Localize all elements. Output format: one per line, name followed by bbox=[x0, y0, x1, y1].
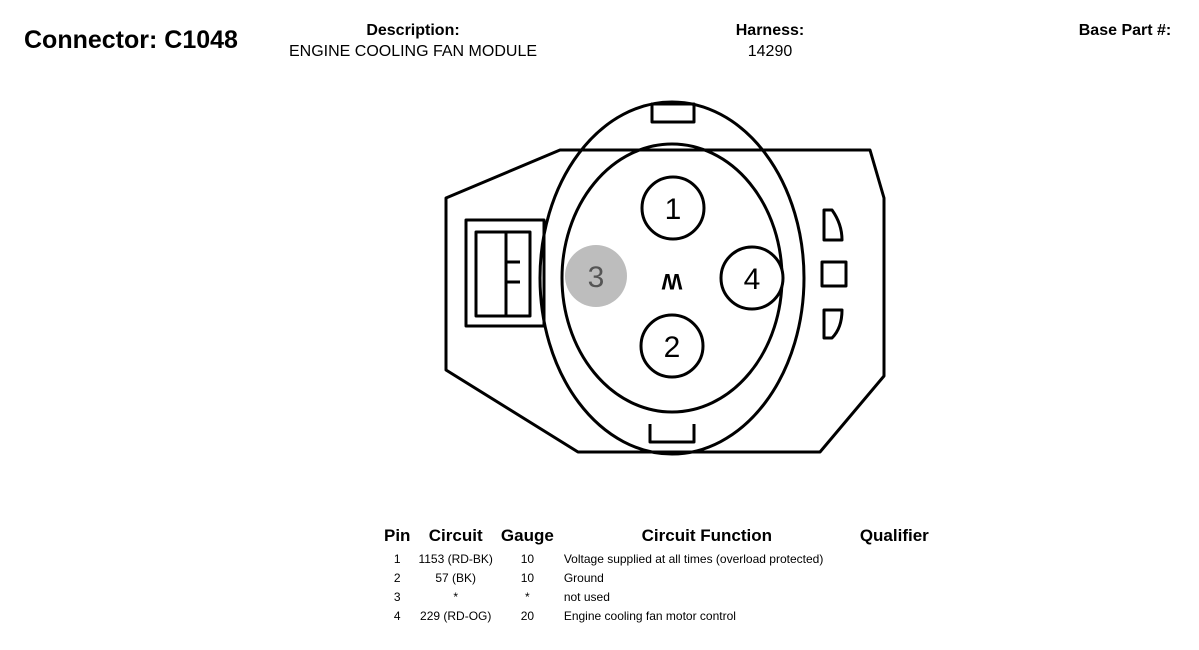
description-label: Description: bbox=[366, 22, 460, 39]
right-key-middle bbox=[822, 262, 846, 286]
cell-gauge: 10 bbox=[520, 551, 535, 566]
cell-pin: 1 bbox=[393, 551, 401, 566]
cell-function: Engine cooling fan motor control bbox=[563, 608, 736, 623]
column-header-circuit: Circuit bbox=[428, 526, 483, 545]
pin-3 bbox=[565, 245, 627, 307]
base-part-label: Base Part #: bbox=[1078, 22, 1172, 39]
cell-function: Ground bbox=[563, 570, 604, 585]
harness-label: Harness: bbox=[735, 22, 805, 39]
pin-label: 3 bbox=[587, 261, 605, 294]
pin-2 bbox=[641, 315, 703, 377]
table-row bbox=[380, 568, 933, 587]
center-mark: W bbox=[661, 269, 683, 294]
cell-circuit: 57 (BK) bbox=[435, 570, 477, 585]
table-row bbox=[380, 587, 933, 606]
right-key-bottom bbox=[824, 310, 842, 338]
top-latch bbox=[652, 104, 694, 122]
column-header-gauge: Gauge bbox=[500, 526, 554, 545]
cell-gauge: * bbox=[525, 589, 530, 604]
cell-qualifier bbox=[856, 549, 933, 568]
cell-circuit: * bbox=[453, 589, 459, 604]
pin-table bbox=[380, 526, 933, 625]
pin-4 bbox=[721, 247, 783, 309]
cell-pin: 3 bbox=[393, 589, 401, 604]
pin-1 bbox=[642, 177, 704, 239]
table-header-row bbox=[380, 526, 933, 549]
left-latch-inner bbox=[476, 232, 530, 316]
table-row bbox=[380, 549, 933, 568]
cell-circuit: 229 (RD-OG) bbox=[420, 608, 492, 623]
cell-qualifier bbox=[856, 568, 933, 587]
cell-function: not used bbox=[563, 589, 610, 604]
column-header-qualifier: Qualifier bbox=[859, 526, 929, 545]
cell-qualifier bbox=[856, 587, 933, 606]
pin-label: 4 bbox=[743, 263, 761, 296]
bottom-notch bbox=[650, 424, 694, 442]
cell-function: Voltage supplied at all times (overload protected) bbox=[563, 551, 824, 566]
cell-gauge: 10 bbox=[520, 570, 535, 585]
connector-title: Connector: C1048 bbox=[24, 26, 238, 54]
column-header-circuit-function: Circuit Function bbox=[641, 526, 772, 545]
cell-circuit: 1153 (RD-BK) bbox=[418, 551, 493, 566]
right-key-top bbox=[824, 210, 842, 240]
cell-gauge: 20 bbox=[520, 608, 535, 623]
cell-pin: 4 bbox=[393, 608, 401, 623]
description-value: ENGINE COOLING FAN MODULE bbox=[288, 43, 538, 60]
column-header-pin: Pin bbox=[384, 526, 411, 545]
table-row bbox=[380, 606, 933, 625]
pin-label: 1 bbox=[664, 193, 682, 226]
pin-label: 2 bbox=[663, 331, 681, 364]
harness-value: 14290 bbox=[747, 43, 793, 60]
cell-pin: 2 bbox=[393, 570, 401, 585]
cell-qualifier bbox=[856, 606, 933, 625]
